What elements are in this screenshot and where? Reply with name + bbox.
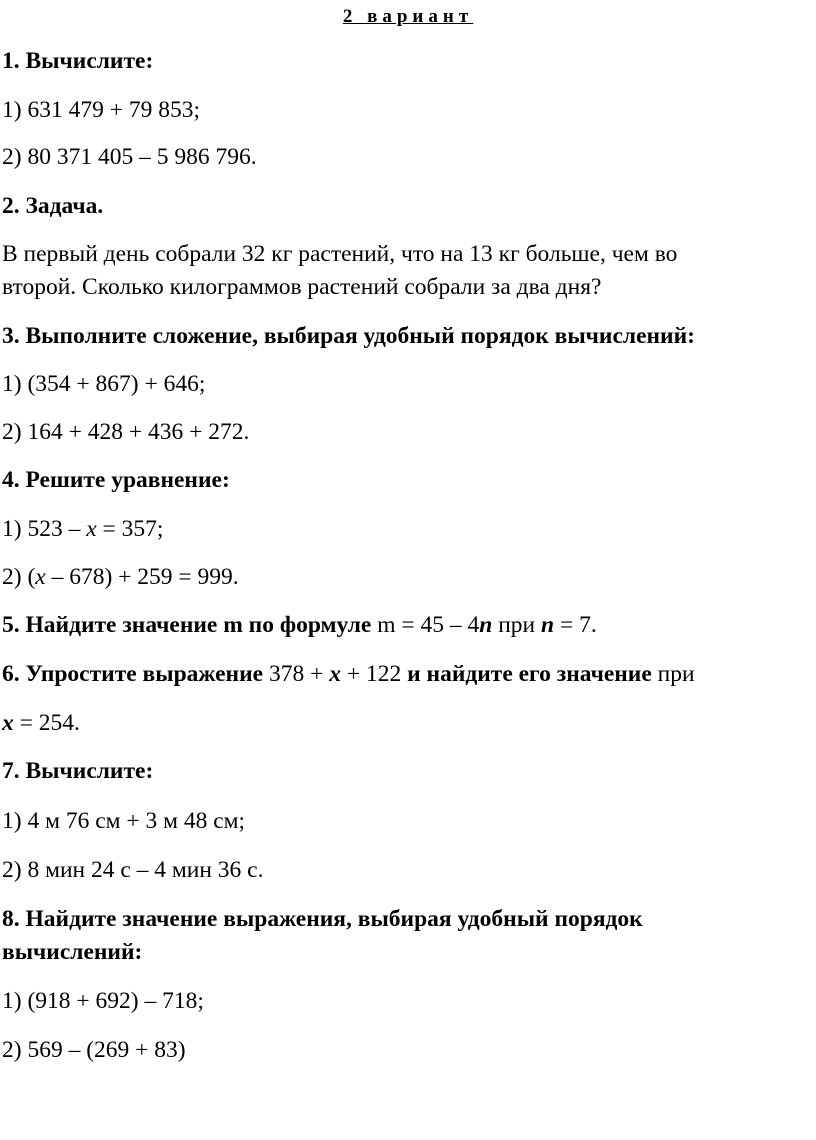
task6-value: = 254. xyxy=(13,710,80,736)
task3-item2: 2) 164 + 428 + 436 + 272. xyxy=(2,419,250,445)
task4-item1 xyxy=(2,515,163,543)
variable-n: n xyxy=(541,612,555,638)
variable-x: x xyxy=(329,661,341,687)
task3-item1: 1) (354 + 867) + 646; xyxy=(2,371,206,397)
task6-heading-part2: и найдите его значение xyxy=(407,661,652,687)
task7-heading: 7. Вычислите: xyxy=(2,758,154,784)
task8-heading-line2: вычислений: xyxy=(2,939,143,965)
task2-heading: 2. Задача. xyxy=(2,193,104,219)
task1-item2: 2) 80 371 405 – 5 986 796. xyxy=(2,144,257,170)
task2-text-line2: второй. Сколько килограммов растений собрали за два дня? xyxy=(2,274,602,300)
variable-n: n xyxy=(479,612,493,638)
task5-heading: 5. Найдите значение m по формуле xyxy=(2,612,372,638)
variable-x: x xyxy=(35,564,46,590)
task5-formula: m = 45 – 4 xyxy=(371,612,480,638)
task6-line2 xyxy=(2,709,80,737)
task6-expr-end: + 122 xyxy=(340,661,408,687)
task7-item1: 1) 4 м 76 см + 3 м 48 см; xyxy=(2,808,246,834)
task5-line xyxy=(2,611,597,639)
task5-when: при xyxy=(492,612,541,638)
task8-heading-line1: 8. Найдите значение выражения, выбирая удобный порядок xyxy=(2,906,643,932)
variant-title: 2 вариант xyxy=(342,6,474,27)
task8-item2: 2) 569 – (269 + 83) xyxy=(2,1037,186,1063)
task1-heading: 1. Вычислите: xyxy=(2,48,154,74)
task7-item2: 2) 8 мин 24 с – 4 мин 36 с. xyxy=(2,857,264,883)
task4-item1-post: = 357; xyxy=(96,516,164,542)
variable-x: x xyxy=(2,710,14,736)
task5-value: = 7. xyxy=(554,612,597,638)
task4-item1-pre: 1) 523 – xyxy=(2,516,87,542)
variable-x: x xyxy=(86,516,97,542)
task4-heading: 4. Решите уравнение: xyxy=(2,467,230,493)
task2-text-line1: В первый день собрали 32 кг растений, что на 13 кг больше, чем во xyxy=(2,241,678,267)
task3-heading: 3. Выполните сложение, выбирая удобный порядок вычислений: xyxy=(2,323,695,349)
task4-item2-post: – 678) + 259 = 999. xyxy=(45,564,239,590)
task8-item1: 1) (918 + 692) – 718; xyxy=(2,988,204,1014)
task6-heading: 6. Упростите выражение xyxy=(2,661,264,687)
task6-expr-start: 378 + xyxy=(263,661,330,687)
task6-line1 xyxy=(2,660,695,688)
task4-item2 xyxy=(2,563,239,591)
task1-item1: 1) 631 479 + 79 853; xyxy=(2,97,200,123)
task6-when: при xyxy=(651,661,695,687)
task4-item2-pre: 2) ( xyxy=(2,564,36,590)
